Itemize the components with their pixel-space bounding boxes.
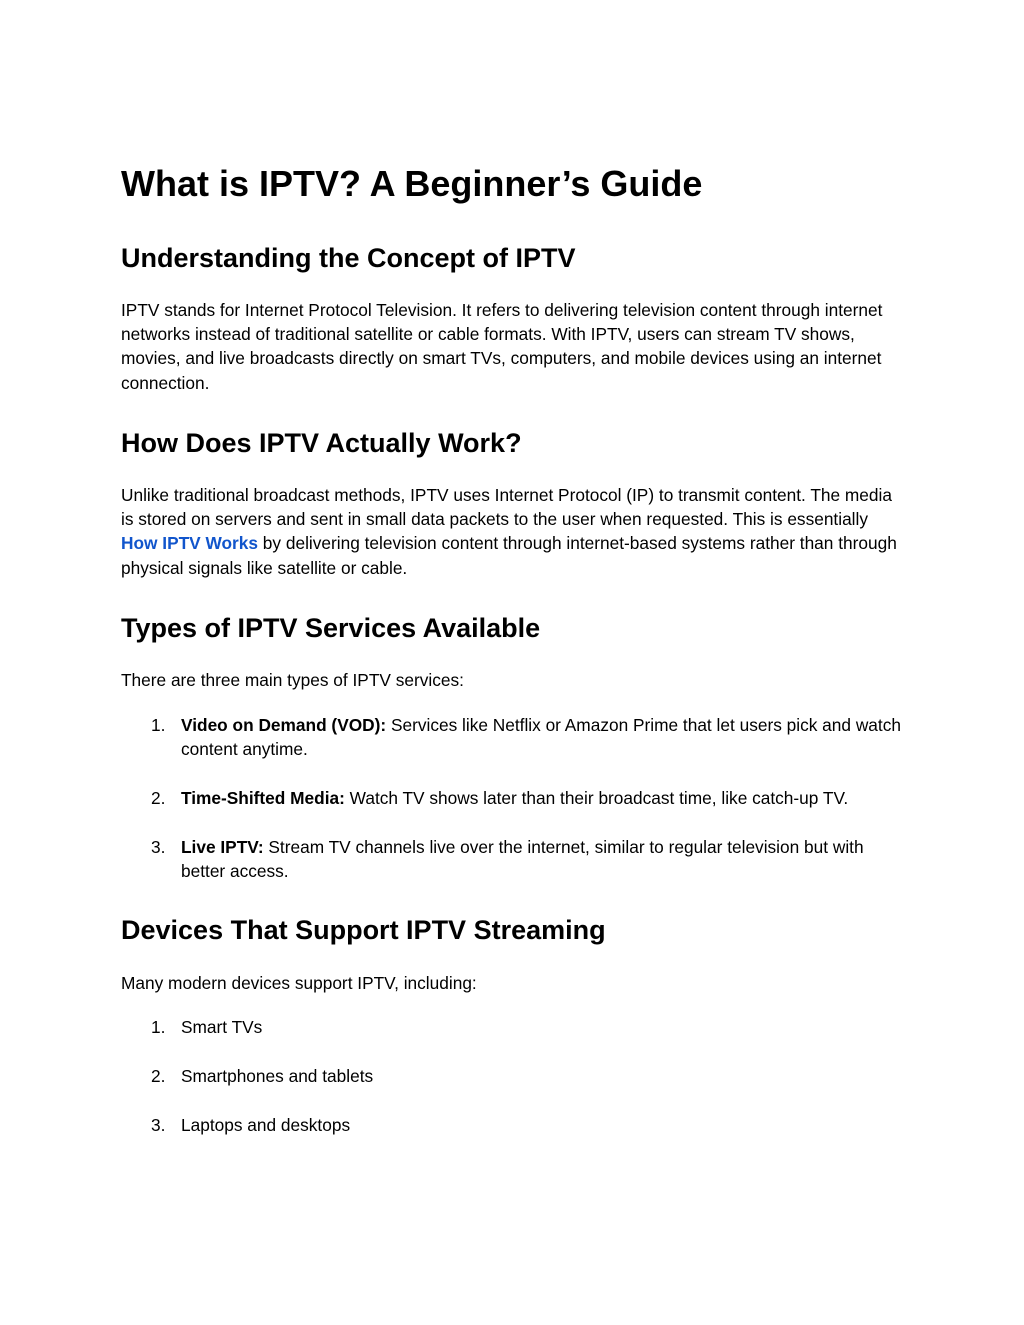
section-body-concept: IPTV stands for Internet Protocol Television. It refers to delivering television content through internet networks instead of traditional satellite or cable formats. With IPTV, users can stream TV shows, movies, and live broadcasts directly on smart TVs, computers, and mobile devices using an internet connection. <box>121 300 883 393</box>
section-body-how-it-works <box>121 483 901 580</box>
list-item <box>121 1064 901 1088</box>
body-text-after-link: by delivering television content through internet-based systems rather than through physical signals like satellite or cable. <box>121 533 897 578</box>
devices-list <box>121 1015 901 1161</box>
list-item <box>121 1015 901 1039</box>
list-term: Time-Shifted Media: <box>181 788 345 808</box>
section-intro-types: There are three main types of IPTV services: <box>121 670 464 690</box>
how-iptv-works-link[interactable]: How IPTV Works <box>121 533 258 554</box>
list-text: Smartphones and tablets <box>181 1065 374 1086</box>
list-number: 2. <box>151 1065 166 1086</box>
list-text: Laptops and desktops <box>181 1114 351 1135</box>
section-heading-concept: Understanding the Concept of IPTV <box>121 243 576 273</box>
list-item <box>121 713 901 761</box>
list-number: 2. <box>151 788 166 808</box>
list-text: Smart TVs <box>181 1017 263 1037</box>
section-heading-types: Types of IPTV Services Available <box>121 613 541 643</box>
section-intro-devices: Many modern devices support IPTV, including: <box>121 973 477 993</box>
section-heading-how-it-works: How Does IPTV Actually Work? <box>121 428 522 458</box>
list-text: Stream TV channels live over the internet, similar to regular television but with better access. <box>181 836 864 881</box>
section-heading-devices: Devices That Support IPTV Streaming <box>121 915 606 945</box>
list-term: Live IPTV: <box>181 836 264 857</box>
types-list <box>121 713 901 908</box>
list-number: 1. <box>151 715 166 735</box>
list-text: Services like Netflix or Amazon Prime that let users pick and watch content anytime. <box>181 715 901 760</box>
body-text-before-link: Unlike traditional broadcast methods, IPTV uses Internet Protocol (IP) to transmit content. The media is stored on servers and sent in small data packets to the user when requested. This is essentially <box>121 485 892 530</box>
list-item <box>121 1113 901 1137</box>
list-number: 1. <box>151 1017 166 1037</box>
list-item <box>121 835 901 883</box>
list-number: 3. <box>151 836 166 857</box>
list-term: Video on Demand (VOD): <box>181 715 387 735</box>
list-text: Watch TV shows later than their broadcast time, like catch-up TV. <box>344 788 849 808</box>
list-number: 3. <box>151 1114 166 1135</box>
list-item <box>121 786 901 810</box>
page-title: What is IPTV? A Beginner’s Guide <box>121 163 703 204</box>
